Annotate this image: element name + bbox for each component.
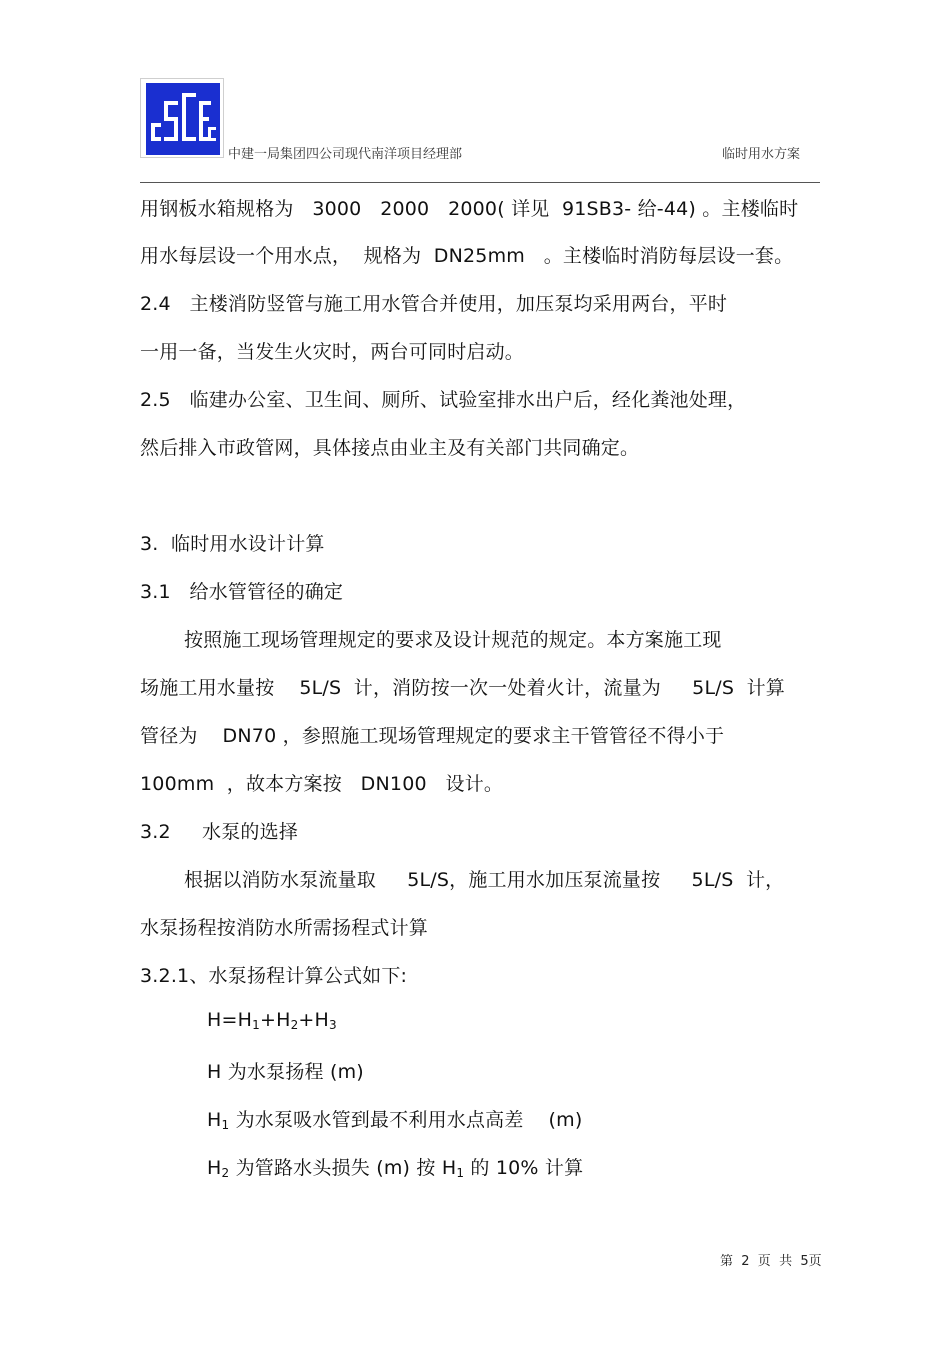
body-line: 管径为 DN70 ，参照施工现场管理规定的要求主干管管径不得小于 xyxy=(140,725,725,747)
body-line: 2.5 临建办公室、卫生间、厕所、试验室排水出户后，经化粪池处理， xyxy=(140,389,747,411)
header-org-name: 中建一局集团四公司现代南洋项目经理部 xyxy=(228,147,463,162)
body-line: 根据以消防水泵流量取 5L/S，施工用水加压泵流量按 5L/S 计， xyxy=(184,869,785,891)
body-line: 用水每层设一个用水点， 规格为 DN25mm 。主楼临时消防每层设一套。 xyxy=(140,245,794,267)
definition-h2: $H_2$ 为管路水头损失 (m) 按 $H_1$ 的 10% 计算 xyxy=(207,1157,584,1180)
subsection-heading: 3.1 给水管管径的确定 xyxy=(140,581,344,603)
subsection-heading: 3.2 水泵的选择 xyxy=(140,821,299,843)
body-line: 100mm ，故本方案按 DN100 设计。 xyxy=(140,773,504,795)
header-doc-title: 临时用水方案 xyxy=(722,147,801,162)
csce-logo-icon xyxy=(146,83,220,155)
body-line: 按照施工现场管理规定的要求及设计规范的规定。本方案施工现 xyxy=(184,629,722,651)
header-divider xyxy=(140,182,820,183)
body-line: 水泵扬程按消防水所需扬程式计算 xyxy=(140,917,429,939)
section-heading: 3. 临时用水设计计算 xyxy=(140,533,325,555)
company-logo xyxy=(140,78,224,158)
subsection-heading: 3.2.1、水泵扬程计算公式如下: xyxy=(140,965,408,987)
page-number: 第 2 页 共 5页 xyxy=(720,1254,822,1269)
body-line: 一用一备，当发生火灾时，两台可同时启动。 xyxy=(140,341,525,363)
body-line: 2.4 主楼消防竖管与施工用水管合并使用，加压泵均采用两台，平时 xyxy=(140,293,728,315)
definition-h: H 为水泵扬程 (m) xyxy=(207,1061,364,1083)
body-line: 用钢板水箱规格为 3000 2000 2000( 详见 91SB3- 给-44) 。主楼临时 xyxy=(140,198,799,220)
body-line: 场施工用水量按 5L/S 计，消防按一次一处着火计，流量为 5L/S 计算 xyxy=(140,677,785,699)
formula: $H=H_1+H_2+H_3$ xyxy=(207,1009,337,1032)
definition-h1: $H_1$ 为水泵吸水管到最不利用水点高差 (m) xyxy=(207,1109,583,1132)
body-line: 然后排入市政管网，具体接点由业主及有关部门共同确定。 xyxy=(140,437,640,459)
